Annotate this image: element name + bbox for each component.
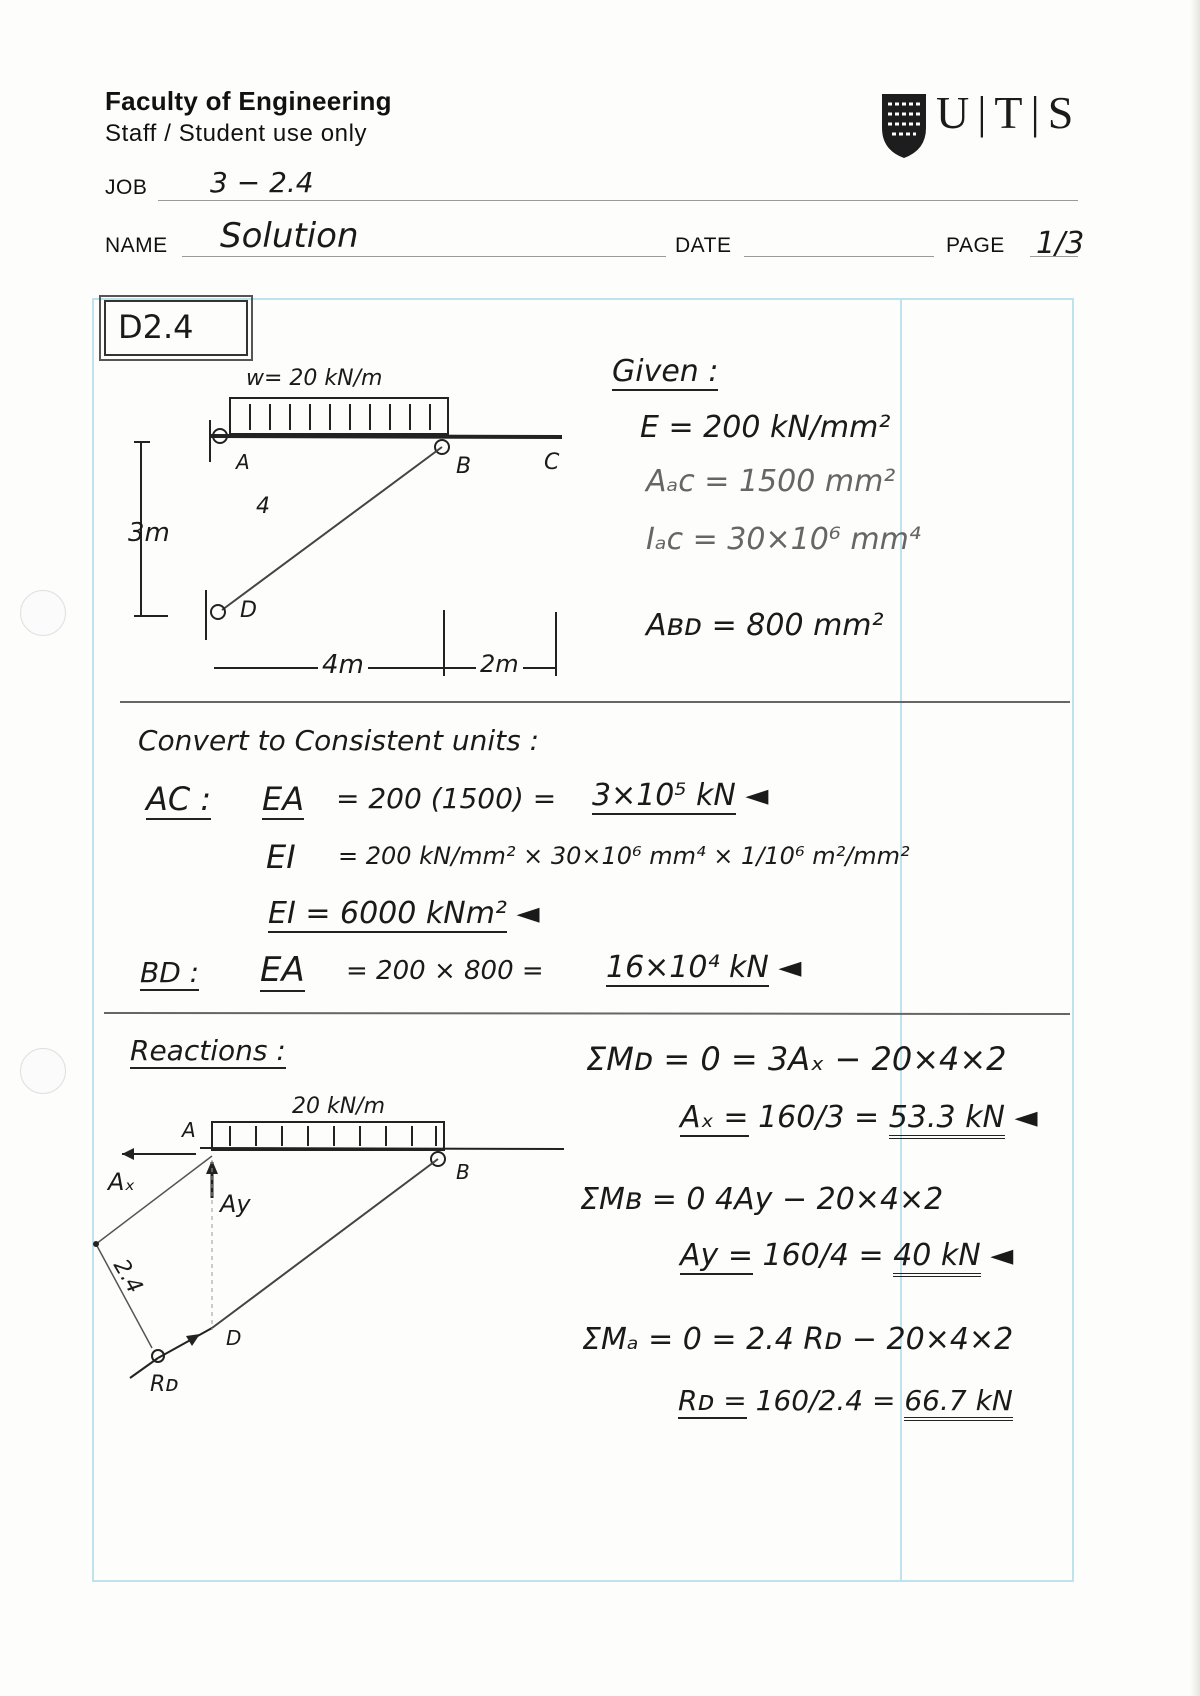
strut-bd (222, 447, 442, 610)
span2-dim-label: 2m (476, 650, 523, 678)
name-label: NAME (105, 234, 168, 257)
ea-equation: = 200 (1500) = (336, 782, 557, 815)
given-e: E = 200 kN/mm² (640, 410, 891, 445)
ea-result: 3×10⁵ kN ◄ (592, 778, 769, 813)
faculty-title: Faculty of Engineering (105, 86, 392, 116)
bd-ea-result: 16×10⁴ kN ◄ (606, 950, 802, 985)
load-label: w= 20 kN/m (246, 366, 383, 391)
rd-result-line: Rᴅ = 160/2.4 = 66.7 kN (678, 1384, 1013, 1417)
height-dim-label: 3m (128, 518, 170, 548)
given-i-ac: Iₐc = 30×10⁶ mm⁴ (646, 522, 921, 557)
reaction-strut (212, 1159, 438, 1328)
staff-student-note: Staff / Student use only (105, 120, 368, 147)
node-c-label: C (544, 450, 560, 475)
ac-label: AC : (146, 780, 212, 818)
job-label: JOB (105, 176, 148, 199)
reaction-node-a: A (182, 1118, 196, 1142)
ei-equation: = 200 kN/mm² × 30×10⁶ mm⁴ × 1/10⁶ m²/mm² (338, 842, 910, 870)
node-d-label: D (240, 598, 257, 623)
equation-sum-ma: ΣMₐ = 0 = 2.4 Rᴅ − 20×4×2 (582, 1322, 1014, 1357)
rd-label: Rᴅ (150, 1372, 179, 1397)
reaction-beam (200, 1148, 564, 1149)
node-a-label: A (236, 450, 250, 474)
span1-dim-label: 4m (318, 650, 368, 680)
slope-label: 4 (256, 494, 270, 519)
ay-result-line: Ay = 160/4 = 40 kN ◄ (680, 1238, 1013, 1273)
reaction-node-d: D (226, 1326, 242, 1350)
distributed-load-box (230, 398, 448, 434)
ax-label: Aₓ (108, 1168, 136, 1196)
reaction-load-label: 20 kN/m (292, 1094, 386, 1119)
ei-lhs: EI (266, 838, 296, 876)
bd-label: BD : (140, 956, 200, 989)
equation-sum-md: ΣMᴅ = 0 = 3Aₓ − 20×4×2 (586, 1040, 1007, 1078)
ay-label: Ay (220, 1190, 251, 1218)
ax-result-line: Aₓ = 160/3 = 53.3 kN ◄ (680, 1100, 1038, 1135)
reaction-load-arrows (230, 1126, 436, 1146)
uts-letters: U|T|S (936, 87, 1082, 138)
ei-result: EI = 6000 kNm² ◄ (268, 896, 540, 931)
reaction-node-b: B (456, 1160, 470, 1184)
beam-ac (210, 436, 562, 437)
bd-ea-equation: = 200 × 800 = (346, 956, 544, 986)
job-value: 3 − 2.4 (210, 166, 314, 199)
section-separator-2 (104, 1013, 1070, 1014)
given-a-ac: Aₐc = 1500 mm² (646, 464, 896, 499)
ea-lhs: EA (262, 780, 305, 818)
given-a-bd: Aʙᴅ = 800 mm² (646, 608, 884, 643)
reaction-load-box (212, 1122, 444, 1150)
page-value: 1/3 (1036, 226, 1085, 261)
node-b-label: B (456, 454, 472, 479)
load-arrows (250, 404, 430, 430)
equation-sum-mb: ΣMʙ = 0 4Ay − 20×4×2 (580, 1182, 944, 1217)
moment-arm-label: 2.4 (107, 1255, 148, 1298)
date-label: DATE (675, 234, 732, 257)
page-label: PAGE (946, 234, 1005, 257)
pin-d (211, 605, 225, 619)
problem-tag: D2.4 (118, 308, 194, 346)
name-value: Solution (220, 216, 359, 256)
reactions-heading: Reactions : (130, 1034, 286, 1067)
units-heading: Convert to Consistent units : (138, 724, 540, 757)
given-heading: Given : (612, 354, 719, 389)
bd-ea-lhs: EA (260, 950, 305, 990)
